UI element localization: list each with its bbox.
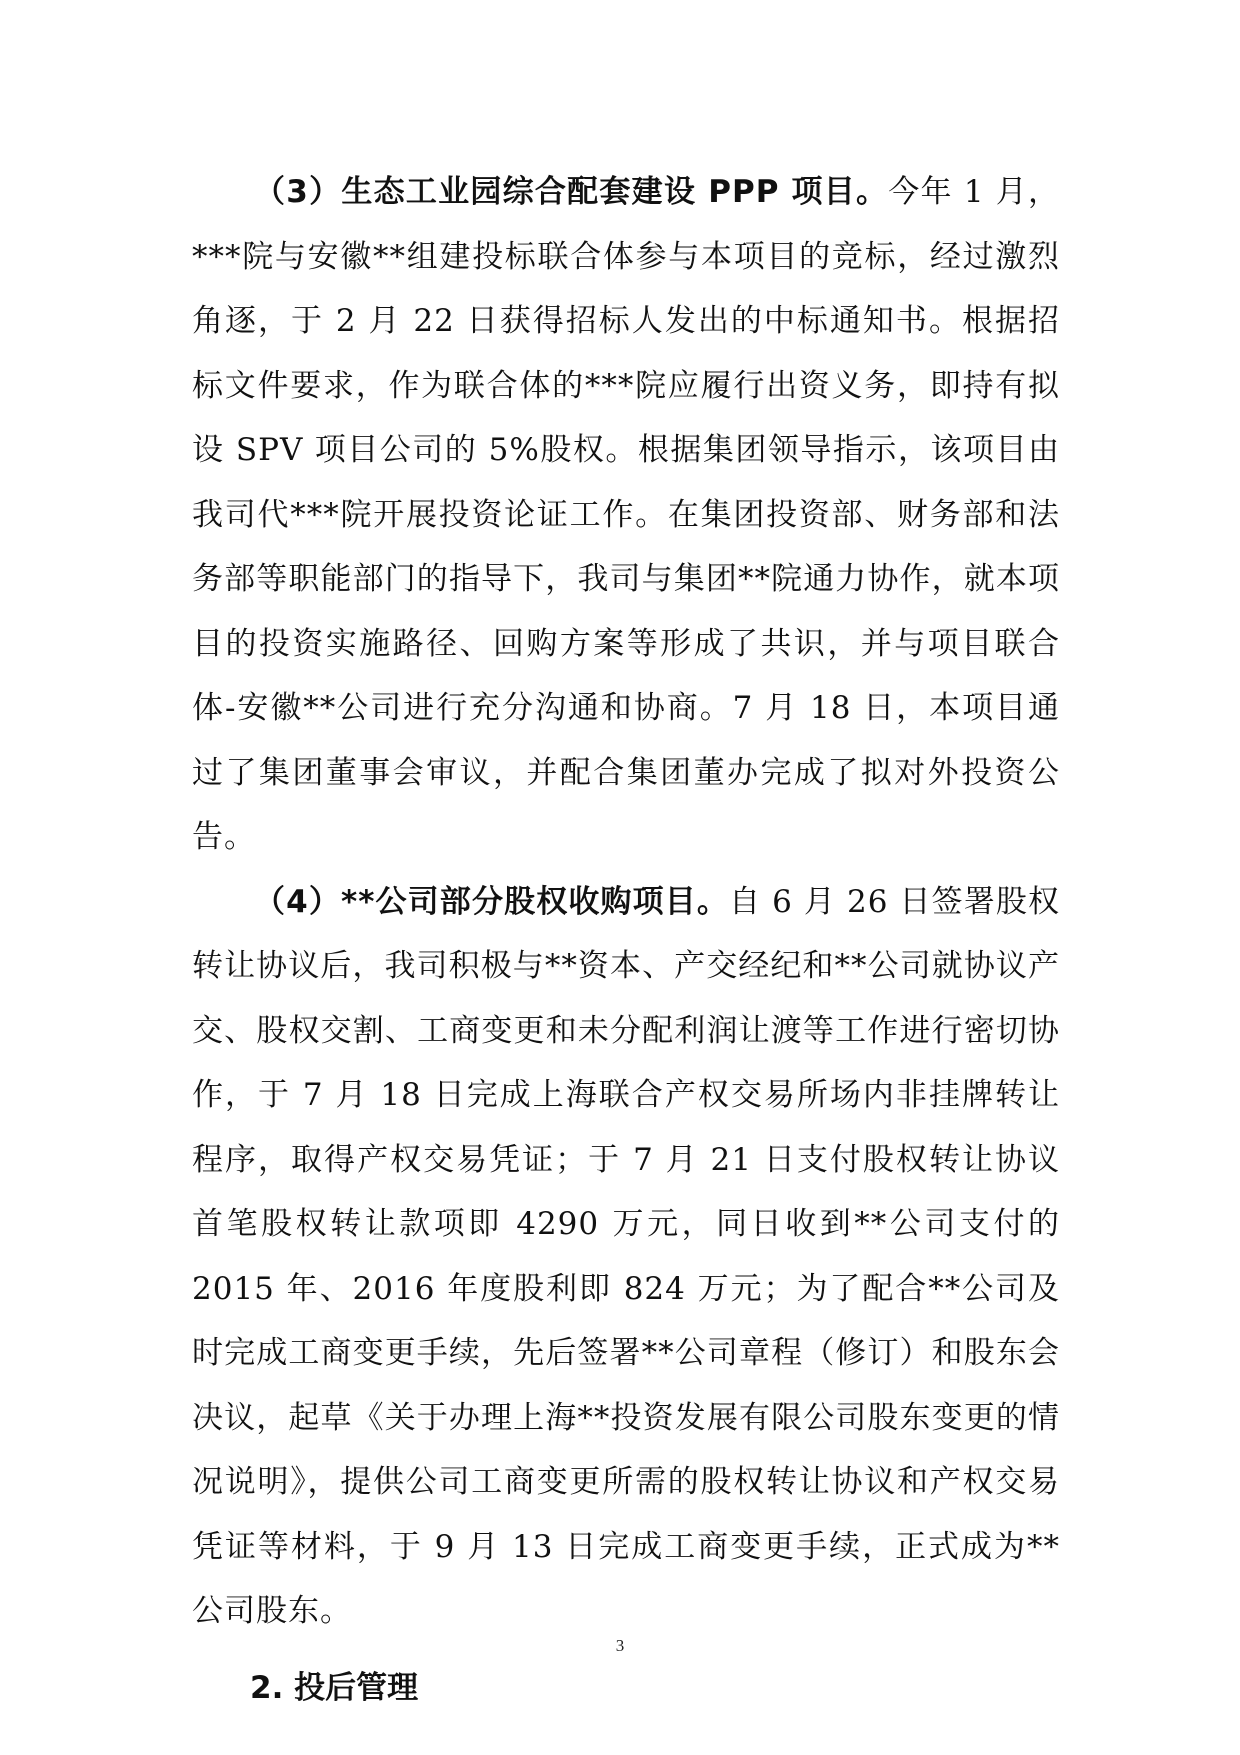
paragraph-body: 自 6 月 26 日签署股权转让协议后，我司积极与**资本、产交经纪和**公司就协议产交、股权交割、工商变更和未分配利润让渡等工作进行密切协作，于 7 月 18 日完成上海联合产权交易所场内非挂牌转让程序，取得产权交易凭证；于 7 月 21 日支付股权转让协议首笔股权转让款项即 4290 万元，同日收到**公司支付的 2015 年、2016 年度股利即 824 万元；为了配合**公司及时完成工商变更手续，先后签署**公司章程（修订）和股东会决议，起草《关于办理上海**投资发展有限公司股东变更的情况说明》，提供公司工商变更所需的股权转让协议和产权交易凭证等材料，于 9 月 13 日完成工商变更手续，正式成为**公司股东。 xyxy=(192,883,1060,1629)
paragraph-equity-acquisition xyxy=(192,870,1060,1644)
body-text xyxy=(192,160,1060,1720)
paragraph-lead: （4）**公司部分股权收购项目。 xyxy=(254,883,730,920)
page-number: 3 xyxy=(615,1636,625,1655)
paragraph-body: 今年 1 月，***院与安徽**组建投标联合体参与本项目的竞标，经过激烈角逐，于 2 月 22 日获得招标人发出的中标通知书。根据招标文件要求，作为联合体的***院应履行出资义务，即持有拟设 SPV 项目公司的 5%股权。根据集团领导指示，该项目由我司代***院开展投资论证工作。在集团投资部、财务部和法务部等职能部门的指导下，我司与集团**院通力协作，就本项目的投资实施路径、回购方案等形成了共识，并与项目联合体-安徽**公司进行充分沟通和协商。7 月 18 日，本项目通过了集团董事会审议，并配合集团董办完成了拟对外投资公告。 xyxy=(192,174,1060,855)
section-heading: 2. 投后管理 xyxy=(250,1669,419,1706)
paragraph-lead: （3）生态工业园综合配套建设 PPP 项目。 xyxy=(254,174,889,210)
paragraph-ppp-project xyxy=(192,160,1060,870)
